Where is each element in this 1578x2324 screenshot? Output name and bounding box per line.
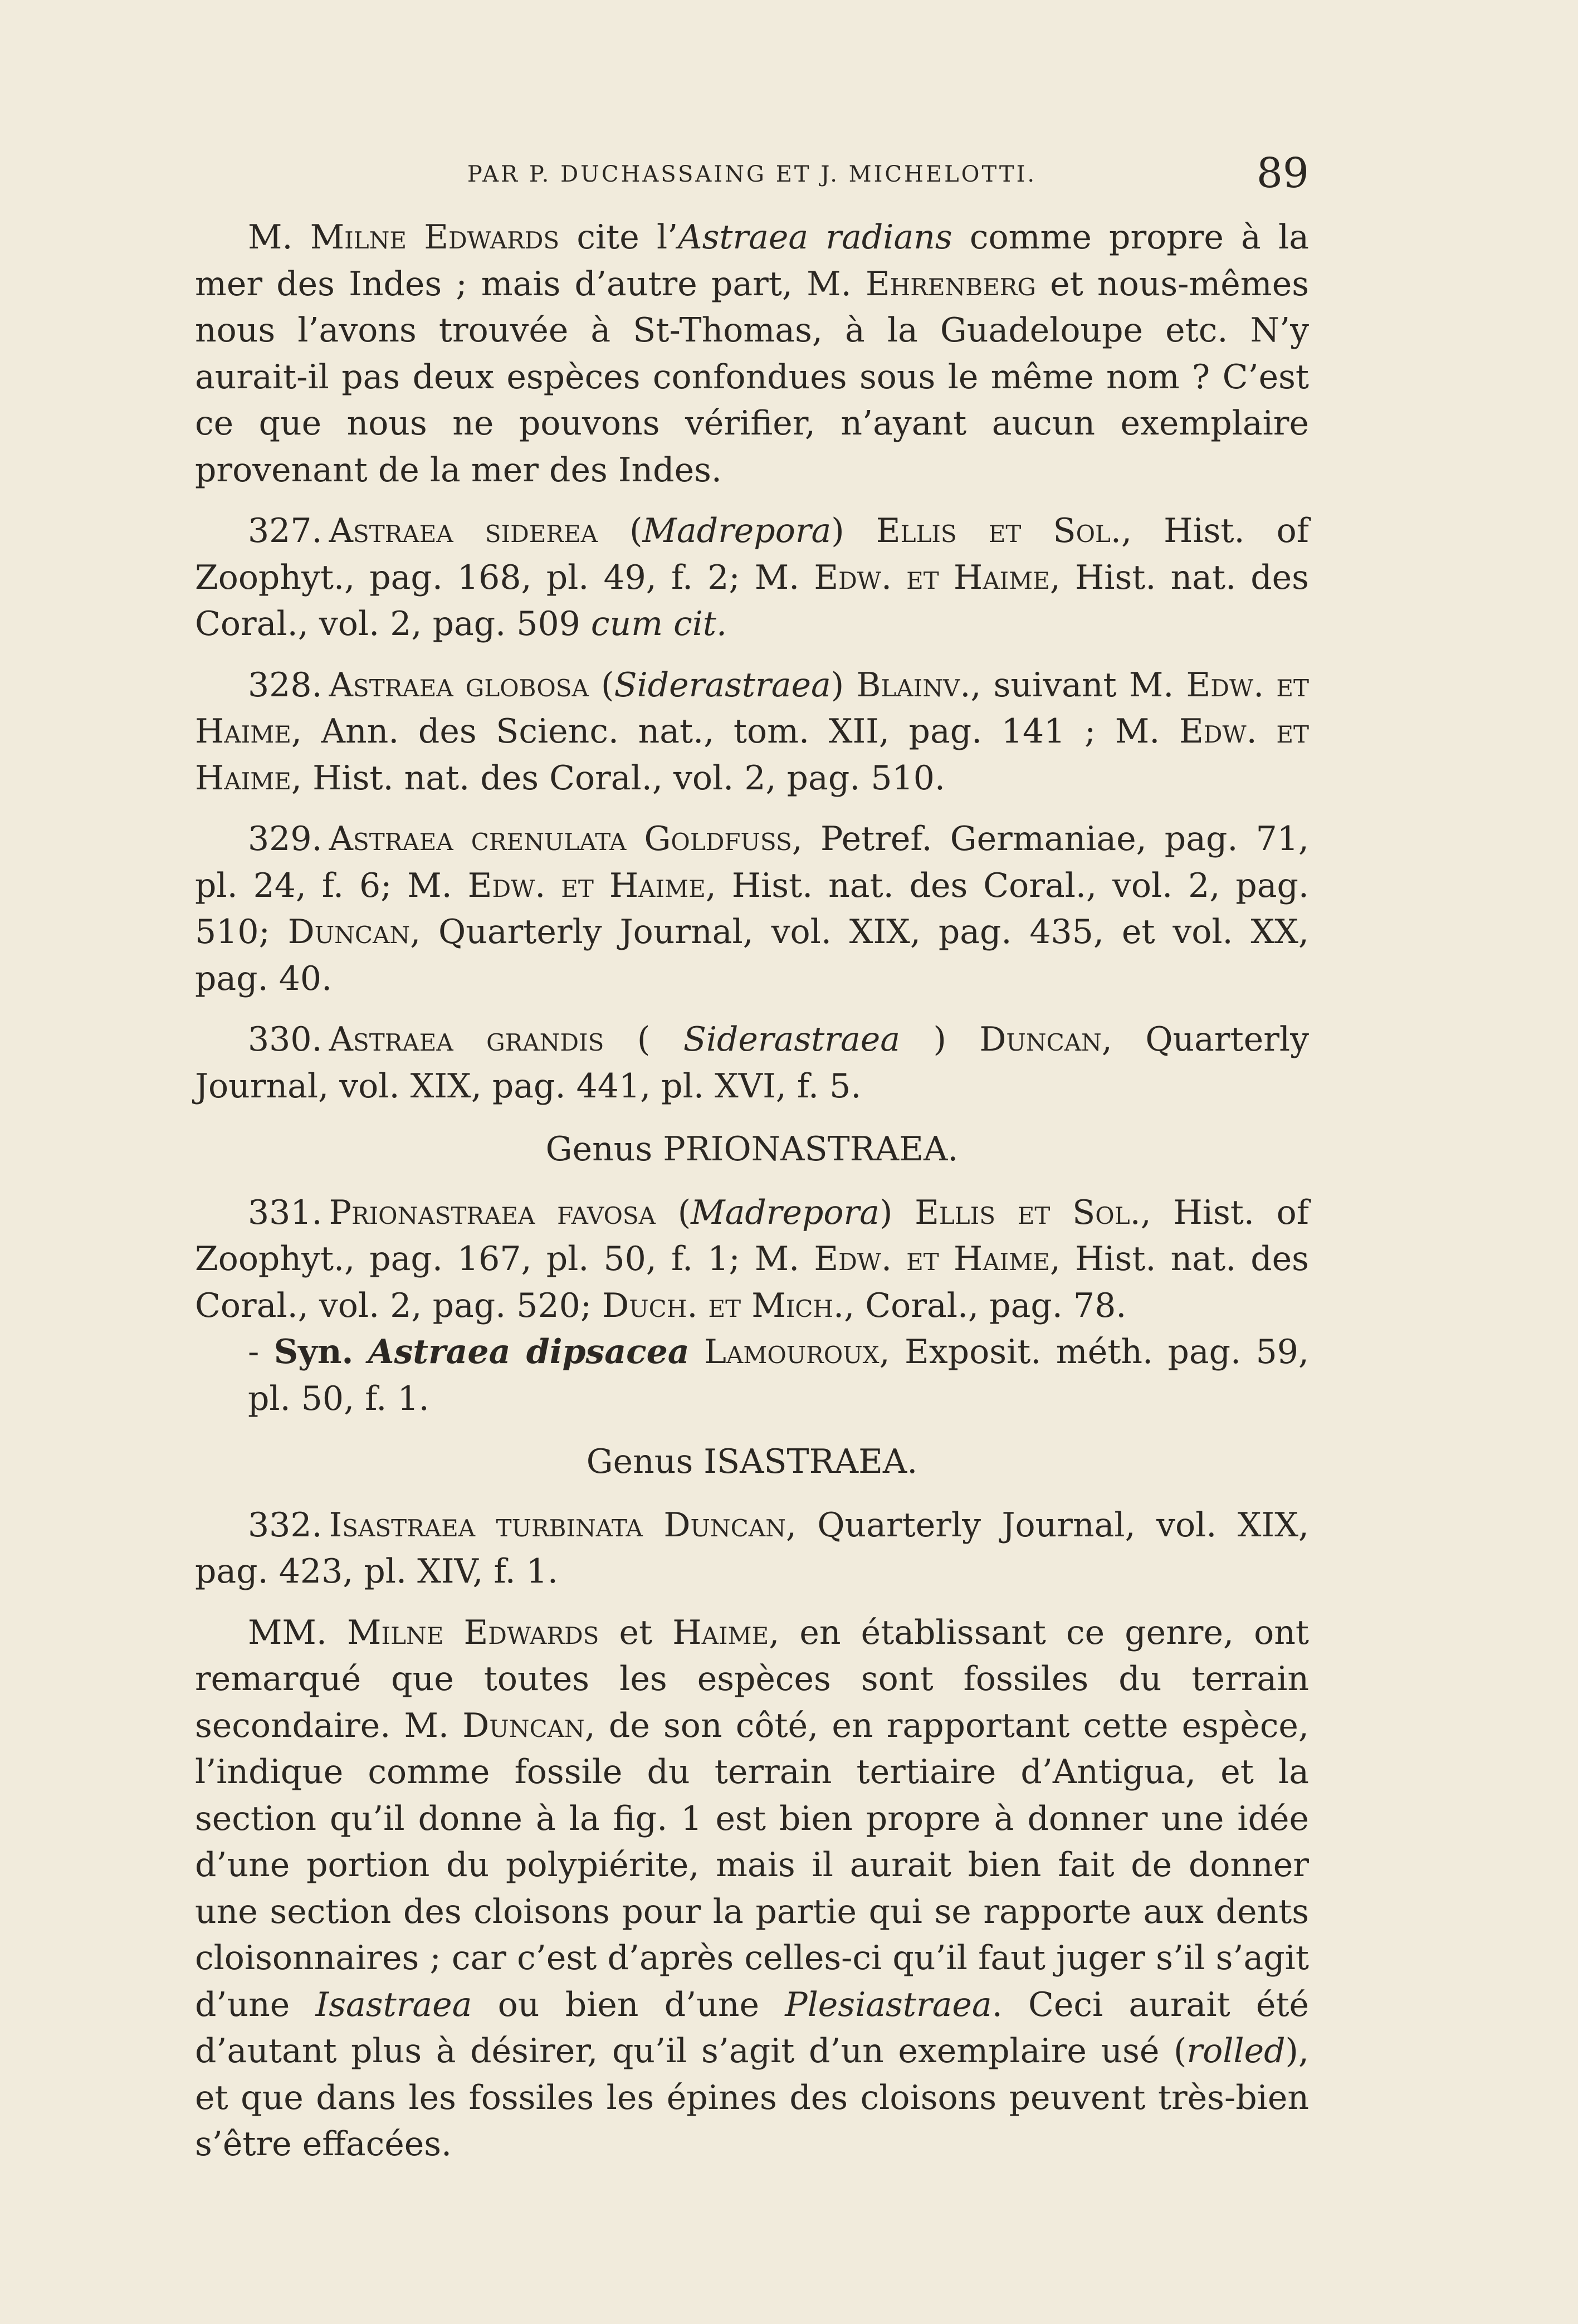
author-name: Edw. et Haime [814,558,1050,597]
species-name: Prionastraea favosa [329,1193,656,1232]
author-name: Edw. et Haime [814,1239,1050,1278]
species-entry-327 [195,508,1309,648]
author-name: Milne Edwards [310,218,560,257]
genus-name: Isastraea [315,1985,472,2024]
species-entry-330 [195,1017,1309,1110]
reference-text: , Hist. nat. des Coral., vol. 2, pag. 510; [195,866,1309,951]
english-term: rolled [1186,2032,1286,2071]
text: comme propre à la mer des Indes ; mais d’autre part, M. [195,218,1309,304]
species-name: Astraea globosa [329,665,589,705]
text: . Ceci aurait été d’autant plus à désirer, qu’il s’agit d’un exemplaire usé ( [195,1985,1310,2071]
author-name: Duch. et Mich. [602,1286,844,1325]
page-number: 89 [1256,149,1309,197]
text [626,819,644,858]
text: et nous-mêmes nous l’avons trouvée à St-Thomas, à la Guadeloupe etc. N’y aurait-il pas deux espèces confondues sous le même nom ? C’est ce que nous ne pouvons vérifier, n’ayant aucun exemplaire provenant de la mer des Indes. [195,264,1309,490]
text [353,1332,368,1371]
author-name: Milne Edwards [347,1613,599,1652]
entry-number: 329. [248,819,323,858]
closing-paragraph [195,1610,1309,2168]
reference-text: , Coral., pag. 78. [844,1286,1127,1325]
author-name: Haime [672,1613,769,1652]
author-name: Duncan [979,1020,1102,1059]
species-entry-329 [195,816,1309,1002]
text: ( [656,1193,691,1232]
intro-paragraph [195,214,1309,494]
page-header [195,149,1309,211]
reference-text: , Ann. des Scienc. nat., tom. XII, pag. 141 ; M. [291,712,1179,751]
cum-cit: cum cit. [590,604,727,643]
text: ou bien d’une [472,1985,785,2024]
species-name: Astraea grandis [329,1020,604,1059]
reference-text: , Quarterly Journal, vol. XIX, pag. 435, et vol. XX, pag. 40. [195,912,1309,998]
text: , de son côté, en rapportant cette espèce, l’indique comme fossile du terrain tertiaire d’Antigua, et la section qu’il donne à la fig. 1 est bien propre à donner une idée d’une portion du polypiérite, mais il aurait bien fait de donner une section des cloisons pour la partie qui se rapporte aux dents cloisonnaires ; car c’est d’après celles-ci qu’il faut juger s’il s’agit d’une [195,1706,1310,2024]
text: ), et que dans les fossiles les épines des cloisons peuvent très-bien s’être effacées. [195,2032,1309,2164]
text: ( [588,665,614,705]
author-name: Duncan [462,1706,585,1745]
species-entry-332 [195,1502,1309,1595]
genus-name: Plesiastraea [785,1985,992,2024]
species-name: Isastraea turbinata [329,1505,643,1545]
text: ) [830,665,857,705]
author-name: Blainv. [856,665,971,705]
entry-number: 327. [248,511,323,550]
reference-text: , Quarterly Journal, vol. XIX, pag. 423, pl. XIV, f. 1. [195,1505,1310,1591]
text: ) [831,511,876,550]
text: ) [879,1193,915,1232]
text: , en établissant ce genre, ont remarqué que toutes les espèces sont fossiles du terrain secondaire. M. [195,1613,1310,1745]
species-name: Astraea crenulata [329,819,627,858]
species-entry-331 [195,1190,1309,1330]
reference-text: , Hist. of Zoophyt., pag. 167, pl. 50, f. 1; M. [195,1193,1310,1278]
author-name: Edw. et Haime [195,665,1310,751]
reference-text: , Exposit. méth. pag. 59, pl. 50, f. 1. [248,1332,1309,1418]
text [690,1332,704,1371]
synonym-genus: Siderastraea [683,1020,901,1059]
text: cite l’ [559,218,678,257]
genus-heading-isastraea: Genus ISASTRAEA. [586,1442,918,1481]
species-entry-328 [195,662,1309,802]
reference-text: , Hist. nat. des Coral., vol. 2, pag. 510. [291,758,945,798]
synonym-species: Astraea dipsacea [368,1332,690,1371]
synonym-label: Syn. [273,1332,354,1371]
page-body [195,214,1309,2183]
running-head: PAR P. DUCHASSAING ET J. MICHELOTTI. [467,162,1037,187]
author-name: Lamouroux [704,1332,880,1371]
entry-number: 330. [248,1020,323,1059]
reference-text: , Hist. nat. des Coral., vol. 2, pag. 520; [195,1239,1309,1325]
text: et [599,1613,673,1652]
reference-text: , suivant M. [970,665,1186,705]
synonym-line-331 [195,1329,1309,1422]
author-name: Ellis et Sol. [876,511,1121,550]
species-name: Astraea siderea [329,511,598,550]
reference-text: , Hist. of Zoophyt., pag. 168, pl. 49, f. 2; M. [195,511,1309,597]
reference-text: , Petref. Germaniae, pag. 71, pl. 24, f. 6; M. [195,819,1310,905]
reference-text: , Hist. nat. des Coral., vol. 2, pag. 509 [195,558,1309,643]
species-name: Astraea radians [678,218,952,257]
entry-number: 328. [248,665,323,705]
text: - [248,1332,274,1371]
synonym-genus: Madrepora [691,1193,880,1232]
synonym-genus: Siderastraea [614,665,831,705]
author-name: Goldfuss [644,819,792,858]
synonym-genus: Madrepora [642,511,832,550]
reference-text: , Quarterly Journal, vol. XIX, pag. 441, pl. XVI, f. 5. [195,1020,1309,1106]
entry-number: 331. [248,1193,323,1232]
author-name: Edw. et Haime [467,866,706,905]
text: M. [248,218,310,257]
author-name: Ellis et Sol. [915,1193,1141,1232]
text: MM. [248,1613,348,1652]
text: ( [598,511,643,550]
text: ) [900,1020,980,1059]
entry-number: 332. [248,1505,323,1545]
text: ( [604,1020,683,1059]
genus-heading-prionastraea: Genus PRIONASTRAEA. [545,1130,959,1169]
author-name: Ehrenberg [865,264,1036,304]
author-name: Duncan [663,1505,786,1545]
author-name: Edw. et Haime [195,712,1309,798]
author-name: Duncan [287,912,411,951]
text [643,1506,663,1545]
